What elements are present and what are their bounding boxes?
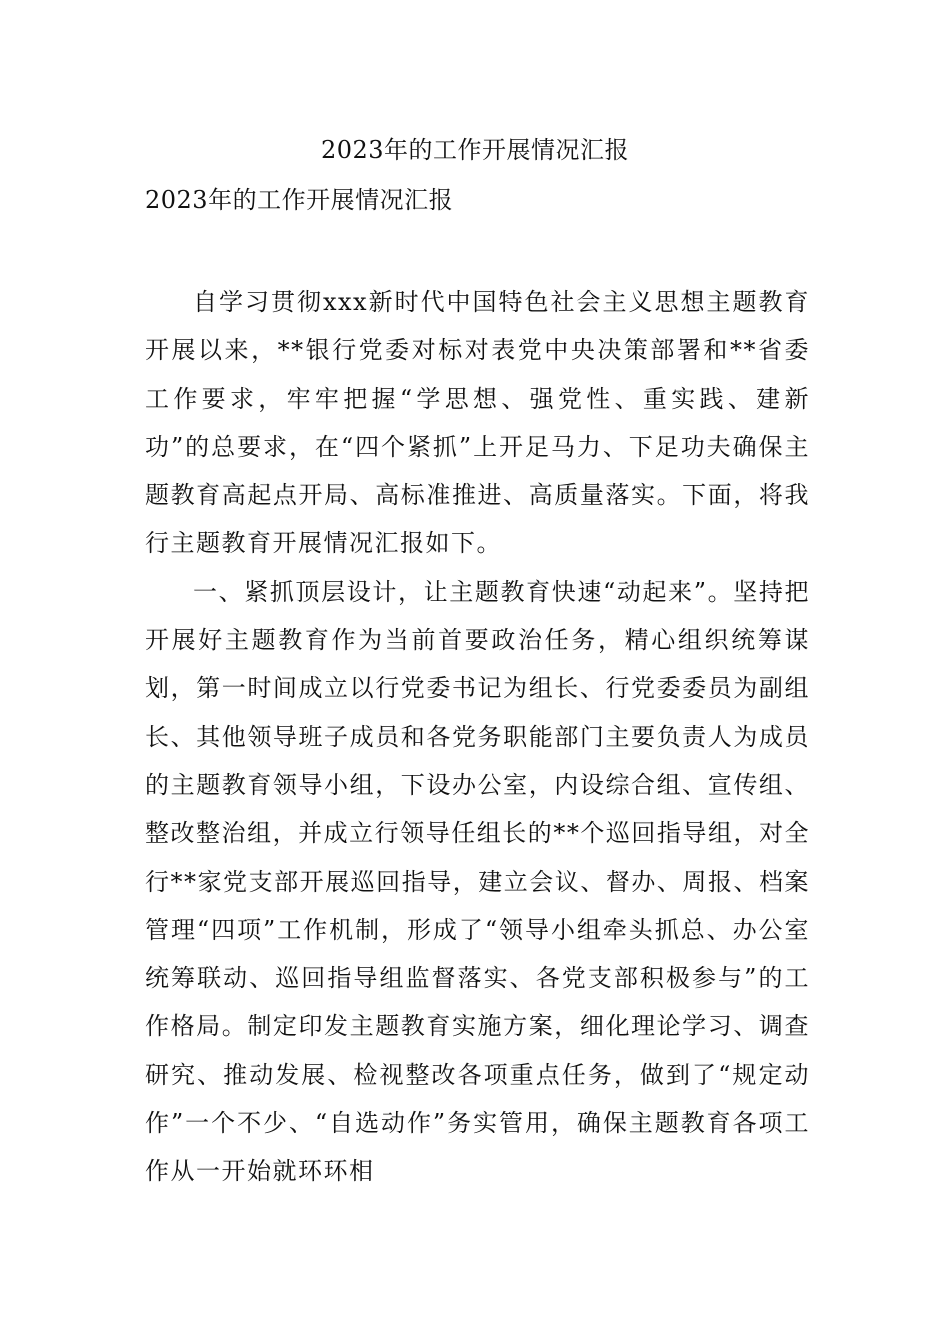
- intro-paragraph: 自学习贯彻xxx新时代中国特色社会主义思想主题教育开展以来，**银行党委对标对表党中央决策部署和**省委工作要求，牢牢把握“学思想、强党性、重实践、建新功”的总要求，在“四个紧抓”上开足马力、下足功夫确保主题教育高起点开局、高标准推进、高质量落实。下面，将我行主题教育开展情况汇报如下。: [145, 288, 810, 558]
- document-title: 2023年的工作开展情况汇报: [320, 136, 630, 164]
- document-subtitle: 2023年的工作开展情况汇报: [145, 186, 454, 214]
- section-one-paragraph: 一、紧抓顶层设计，让主题教育快速“动起来”。坚持把开展好主题教育作为当前首要政治任务，精心组织统筹谋划，第一时间成立以行党委书记为组长、行党委委员为副组长、其他领导班子成员和各党务职能部门主要负责人为成员的主题教育领导小组，下设办公室，内设综合组、宣传组、整改整治组，并成立行领导任组长的**个巡回指导组，对全行**家党支部开展巡回指导，建立会议、督办、周报、档案管理“四项”工作机制，形成了“领导小组牵头抓总、办公室统筹联动、巡回指导组监督落实、各党支部积极参与”的工作格局。制定印发主题教育实施方案，细化理论学习、调查研究、推动发展、检视整改各项重点任务，做到了“规定动作”一个不少、“自选动作”务实管用，确保主题教育各项工作从一开始就环环相: [145, 577, 810, 1186]
- document-body: [145, 278, 810, 1196]
